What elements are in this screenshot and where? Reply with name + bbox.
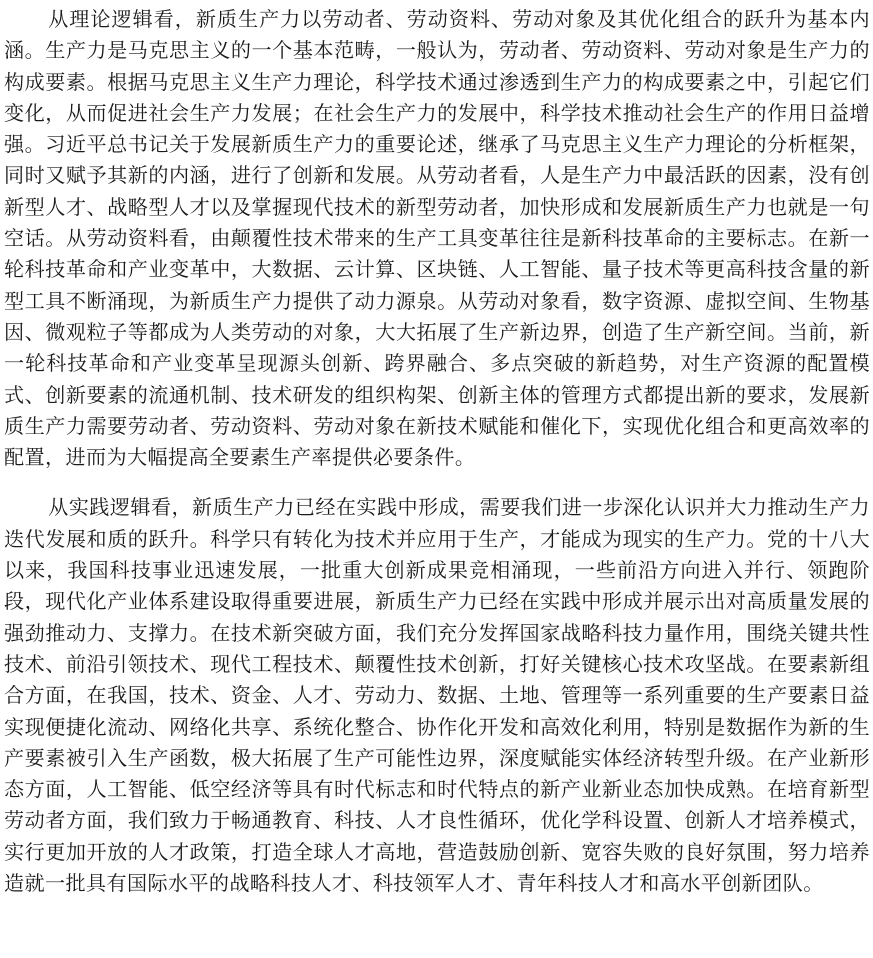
paragraph-practice-logic: 从实践逻辑看，新质生产力已经在实践中形成，需要我们进一步深化认识并大力推动生产力迭代发展和质的跃升。科学只有转化为技术并应用于生产，才能成为现实的生产力。党的十八大以来，我国科技事业迅速发展，一批重大创新成果竞相涌现，一些前沿方向进入并行、领跑阶段，现代化产业体系建设取得重要进展，新质生产力已经在实践中形成并展示出对高质量发展的强劲推动力、支撑力。在技术新突破方面，我们充分发挥国家战略科技力量作用，围绕关键共性技术、前沿引领技术、现代工程技术、颠覆性技术创新，打好关键核心技术攻坚战。在要素新组合方面，在我国，技术、资金、人才、劳动力、数据、土地、管理等一系列重要的生产要素日益实现便捷化流动、网络化共享、系统化整合、协作化开发和高效化利用，特别是数据作为新的生产要素被引入生产函数，极大拓展了生产可能性边界，深度赋能实体经济转型升级。在产业新形态方面，人工智能、低空经济等具有时代标志和时代特点的新产业新业态加快成熟。在培育新型劳动者方面，我们致力于畅通教育、科技、人才良性循环，优化学科设置、创新人才培养模式，实行更加开放的人才政策，打造全球人才高地，营造鼓励创新、宽容失败的良好氛围，努力培养造就一批具有国际水平的战略科技人才、科技领军人才、青年科技人才和高水平创新团队。 [4, 495, 870, 896]
article-body [4, 4, 870, 899]
paragraph-theory-logic: 从理论逻辑看，新质生产力以劳动者、劳动资料、劳动对象及其优化组合的跃升为基本内涵。生产力是马克思主义的一个基本范畴，一般认为，劳动者、劳动资料、劳动对象是生产力的构成要素。根据马克思主义生产力理论，科学技术通过渗透到生产力的构成要素之中，引起它们变化，从而促进社会生产力发展；在社会生产力的发展中，科学技术推动社会生产的作用日益增强。习近平总书记关于发展新质生产力的重要论述，继承了马克思主义生产力理论的分析框架，同时又赋予其新的内涵，进行了创新和发展。从劳动者看，人是生产力中最活跃的因素，没有创新型人才、战略型人才以及掌握现代技术的新型劳动者，加快形成和发展新质生产力也就是一句空话。从劳动资料看，由颠覆性技术带来的生产工具变革往往是新科技革命的主要标志。在新一轮科技革命和产业变革中，大数据、云计算、区块链、人工智能、量子技术等更高科技含量的新型工具不断涌现，为新质生产力提供了动力源泉。从劳动对象看，数字资源、虚拟空间、生物基因、微观粒子等都成为人类劳动的对象，大大拓展了生产新边界，创造了生产新空间。当前，新一轮科技革命和产业变革呈现源头创新、跨界融合、多点突破的新趋势，对生产资源的配置模式、创新要素的流通机制、技术研发的组织构架、创新主体的管理方式都提出新的要求，发展新质生产力需要劳动者、劳动资料、劳动对象在新技术赋能和催化下，实现优化组合和更高效率的配置，进而为大幅提高全要素生产率提供必要条件。 [4, 7, 870, 470]
